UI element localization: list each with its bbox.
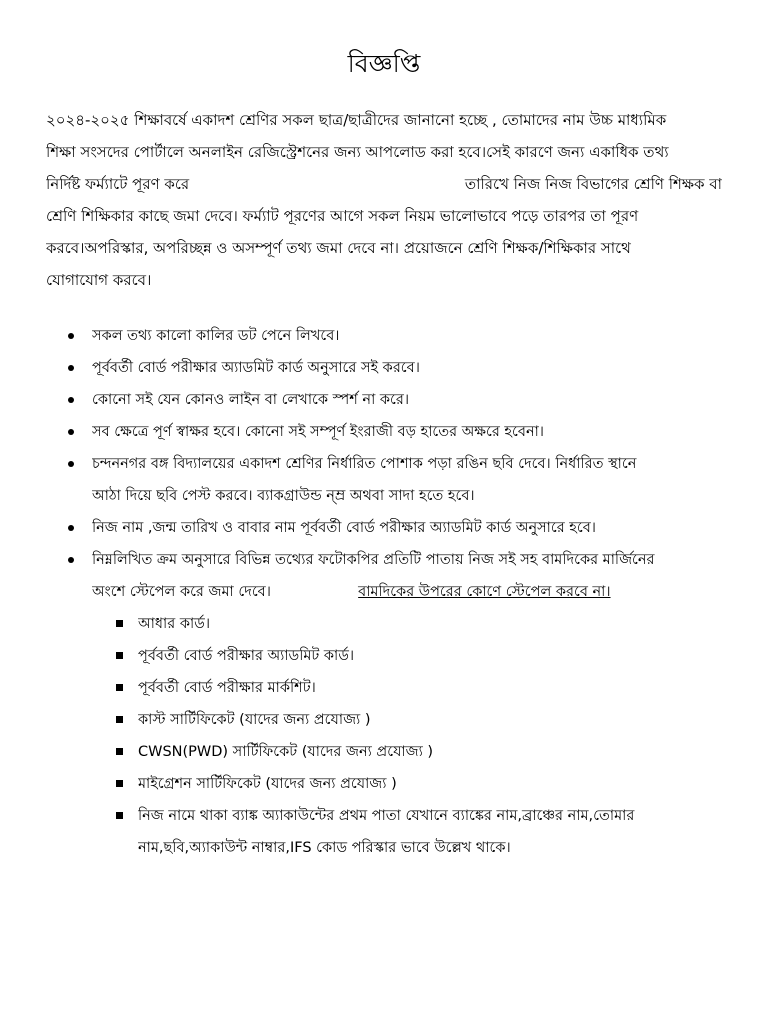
document-item: [46, 640, 722, 672]
paragraph-line-with-blank: [46, 168, 722, 200]
paragraph-line: শিক্ষা সংসদের পোর্টালে অনলাইন রেজিস্ট্রেশনের জন্য আপলোড করা হবে।সেই কারণে জন্য একাধিক তথ্য: [46, 143, 669, 161]
bullet-dot: [68, 461, 74, 467]
paragraph-line: ২০২৪-২০২৫ শিক্ষাবর্ষে একাদশ শ্রেণির সকল ছাত্র/ছাত্রীদের জানানো হচ্ছে , তোমাদের নাম উচ্চ মাধ্যমিক: [46, 111, 667, 129]
rules-list: [46, 320, 722, 864]
document-item: [46, 704, 722, 736]
document-item: [46, 608, 722, 640]
notice-paragraph: [46, 104, 722, 296]
paragraph-line: শ্রেণি শিক্ষিকার কাছে জমা দেবে। ফর্ম্যাট পূরণের আগে সকল নিয়ম ভালোভাবে পড়ে তারপর তা পূরণ: [46, 207, 639, 225]
list-item-text: পূর্ববর্তী বোর্ড পরীক্ষার অ্যাডমিট কার্ড অনুসারে সই করবে।: [92, 360, 420, 376]
list-item: [46, 416, 722, 448]
bullet-dot: [68, 397, 74, 403]
document-item-text: নাম,ছবি,অ্যাকাউন্ট নাম্বার,IFS কোড পরিস্কার ভাবে উল্লেখ থাকে।: [138, 840, 511, 856]
document-item: [46, 768, 722, 800]
document-item-text: আধার কার্ড।: [138, 616, 211, 632]
list-item-text: কোনো সই যেন কোনও লাইন বা লেখাকে স্পর্শ না করে।: [92, 392, 410, 408]
document-item-text: কাস্ট সার্টিফিকেট (যাদের জন্য প্রযোজ্য ): [138, 712, 371, 728]
bullet-square: [116, 620, 123, 627]
bullet-dot: [68, 333, 74, 339]
list-item-text: সকল তথ্য কালো কালির ডট পেনে লিখবে।: [92, 328, 340, 344]
bullet-dot: [68, 429, 74, 435]
document-item-text: মাইগ্রেশন সার্টিফিকেট (যাদের জন্য প্রযোজ্য ): [138, 776, 397, 792]
list-item-text: আঠা দিয়ে ছবি পেস্ট করবে। ব্যাকগ্রাউন্ড ন্ম্র অথবা সাদা হতে হবে।: [92, 488, 475, 504]
staple-warning: বামদিকের উপরের কোণে স্টেপেল করবে না।: [358, 584, 611, 600]
document-item-text: পূর্ববর্তী বোর্ড পরীক্ষার অ্যাডমিট কার্ড।: [138, 648, 355, 664]
document-item-text: নিজ নামে থাকা ব্যাঙ্ক অ্যাকাউন্টের প্রথম পাতা যেখানে ব্যাঙ্কের নাম,ব্রাঞ্চের নাম,তোমার: [138, 808, 635, 824]
document-item: [46, 800, 722, 864]
bullet-square: [116, 812, 123, 819]
bullet-dot: [68, 365, 74, 371]
paragraph-line-left: নির্দিষ্ট ফর্ম্যাটে পূরণ করে: [46, 175, 190, 193]
list-item-text: অংশে স্টেপেল করে জমা দেবে।: [92, 584, 271, 600]
list-item-text: চন্দননগর বঙ্গ বিদ্যালয়ের একাদশ শ্রেণির নির্ধারিত পোশাক পড়া রঙিন ছবি দেবে। নির্ধারিত স্থানে: [92, 456, 637, 472]
paragraph-line: করবে।অপরিস্কার, অপরিচ্ছন্ন ও অসম্পূর্ণ তথ্য জমা দেবে না। প্রয়োজনে শ্রেণি শিক্ষক/শিক্ষিকার সাথে: [46, 239, 631, 257]
list-item-text-with-warning: [92, 576, 722, 608]
bullet-dot: [68, 525, 74, 531]
bullet-square: [116, 716, 123, 723]
list-item: [46, 384, 722, 416]
paragraph-line-right: তারিখে নিজ নিজ বিভাগের শ্রেণি শিক্ষক বা: [464, 175, 722, 193]
bullet-square: [116, 684, 123, 691]
document-item-text: CWSN(PWD) সার্টিফিকেট (যাদের জন্য প্রযোজ্য ): [138, 744, 434, 760]
bullet-square: [116, 748, 123, 755]
list-item-text: নিজ নাম ,জন্ম তারিখ ও বাবার নাম পূর্ববর্তী বোর্ড পরীক্ষার অ্যাডমিট কার্ড অনুসারে হবে।: [92, 520, 596, 536]
list-item: [46, 352, 722, 384]
document-item: [46, 736, 722, 768]
list-item-text: সব ক্ষেত্রে পূর্ণ স্বাক্ষর হবে। কোনো সই সম্পূর্ণ ইংরাজী বড় হাতের অক্ষরে হবেনা।: [92, 424, 544, 440]
document-item: [46, 672, 722, 704]
paragraph-line: যোগাযোগ করবে।: [46, 271, 152, 289]
list-item: [46, 320, 722, 352]
notice-title: বিজ্ঞপ্তি: [347, 49, 421, 78]
bullet-dot: [68, 557, 74, 563]
list-item-text: নিম্নলিখিত ক্রম অনুসারে বিভিন্ন তথ্যের ফটোকপির প্রতিটি পাতায় নিজ সই সহ বামদিকের মার্জিনের: [92, 552, 655, 568]
list-item: [46, 544, 722, 864]
document-item-text: পূর্ববর্তী বোর্ড পরীক্ষার মার্কশিট।: [138, 680, 316, 696]
bullet-square: [116, 652, 123, 659]
list-item: [46, 448, 722, 512]
list-item: [46, 512, 722, 544]
documents-list: [46, 608, 722, 864]
bullet-square: [116, 780, 123, 787]
